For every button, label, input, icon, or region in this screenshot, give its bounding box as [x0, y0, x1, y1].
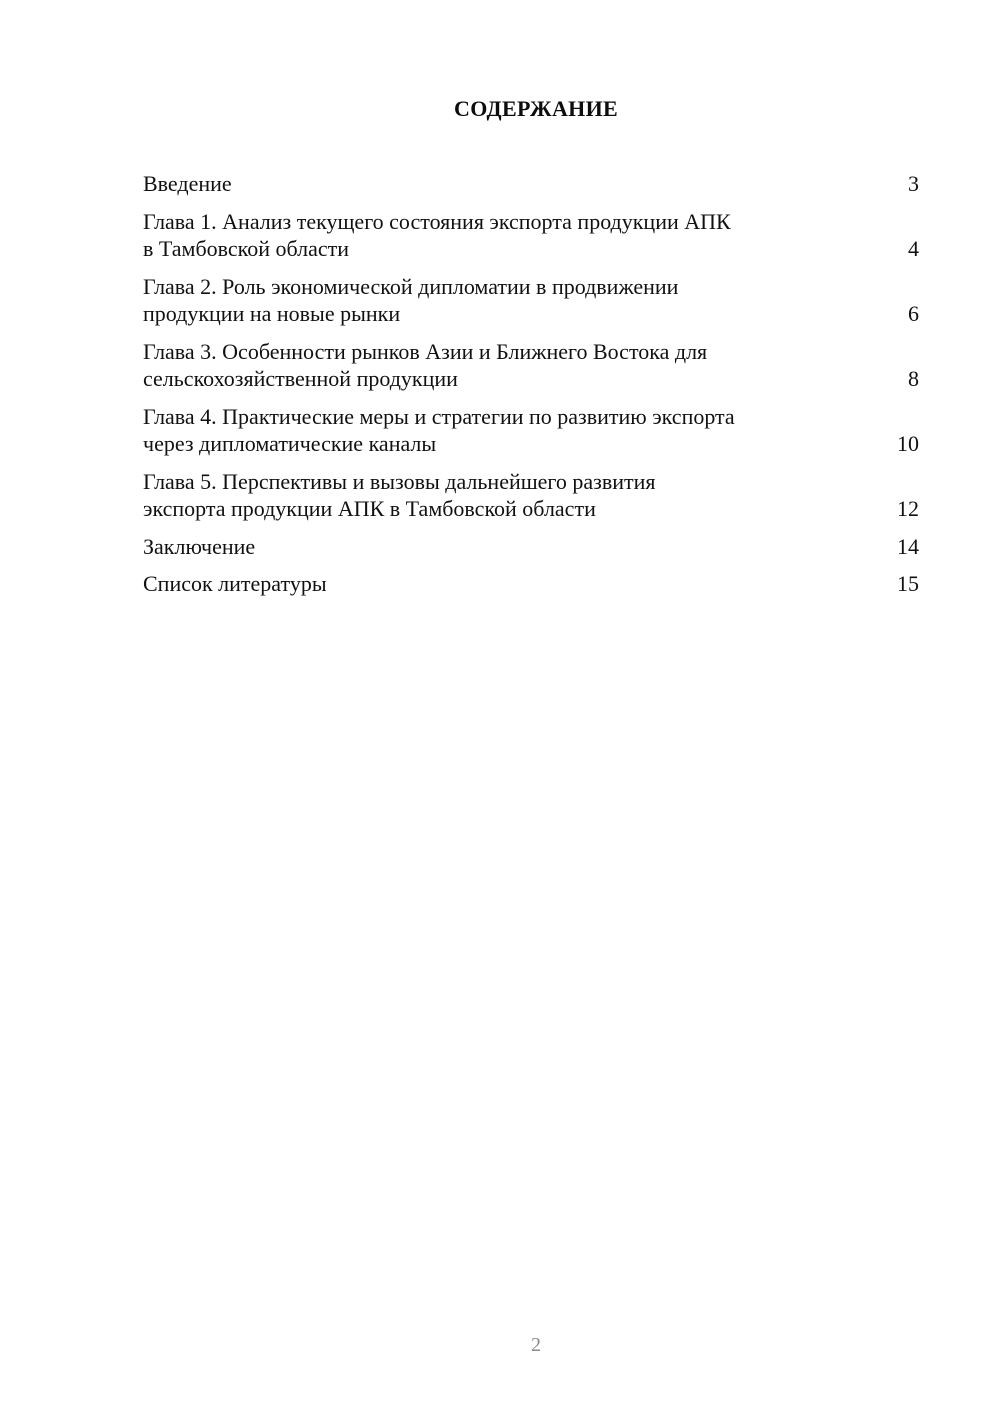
toc-entry-text — [143, 273, 843, 328]
toc-entry-chapter-5 — [143, 468, 919, 523]
toc-page-number: 4 — [908, 236, 919, 261]
toc-entry-chapter-2 — [143, 273, 919, 328]
toc-page-number: 15 — [897, 571, 919, 596]
toc-page-number: 12 — [897, 496, 919, 521]
toc-entry-line: Глава 1. Анализ текущего состояния экспорта продукции АПК — [143, 208, 731, 234]
toc-entry-line: в Тамбовской области — [143, 236, 350, 261]
toc-page-number: 10 — [897, 431, 919, 456]
toc-entry-text — [143, 570, 843, 598]
table-of-contents — [143, 170, 919, 608]
toc-entry-line: Введение — [143, 171, 232, 196]
toc-entry-line: через дипломатические каналы — [143, 431, 437, 456]
toc-entry-chapter-1 — [143, 208, 919, 263]
page-title: СОДЕРЖАНИЕ — [454, 96, 618, 121]
toc-entry-line: сельскохозяйственной продукции — [143, 366, 458, 391]
toc-entry-text — [143, 403, 843, 458]
toc-entry-line: Список литературы — [143, 571, 327, 596]
toc-entry-line: Глава 3. Особенности рынков Азии и Ближнего Востока для — [143, 338, 708, 364]
toc-entry-line: Глава 2. Роль экономической дипломатии в продвижении — [143, 273, 679, 299]
toc-entry-line: экспорта продукции АПК в Тамбовской области — [143, 496, 596, 521]
toc-entry-bibliography — [143, 570, 919, 598]
toc-entry-text — [143, 468, 843, 523]
toc-page-number: 3 — [908, 171, 919, 196]
toc-entry-chapter-4 — [143, 403, 919, 458]
toc-page-number: 6 — [908, 301, 919, 326]
toc-page-number: 8 — [908, 366, 919, 391]
toc-entry-introduction — [143, 170, 919, 198]
page-footer-number: 2 — [531, 1334, 541, 1356]
toc-entry-line: Заключение — [143, 533, 256, 559]
toc-entry-line: Глава 5. Перспективы и вызовы дальнейшего развития — [143, 468, 656, 494]
toc-entry-chapter-3 — [143, 338, 919, 393]
toc-entry-text — [143, 208, 843, 263]
toc-entry-line: Глава 4. Практические меры и стратегии по развитию экспорта — [143, 403, 735, 429]
toc-page-number: 14 — [897, 533, 919, 559]
toc-entry-text — [143, 170, 843, 198]
toc-entry-conclusion — [143, 533, 919, 561]
toc-entry-line: продукции на новые рынки — [143, 301, 401, 326]
toc-entry-text — [143, 338, 843, 393]
toc-entry-text — [143, 533, 843, 561]
